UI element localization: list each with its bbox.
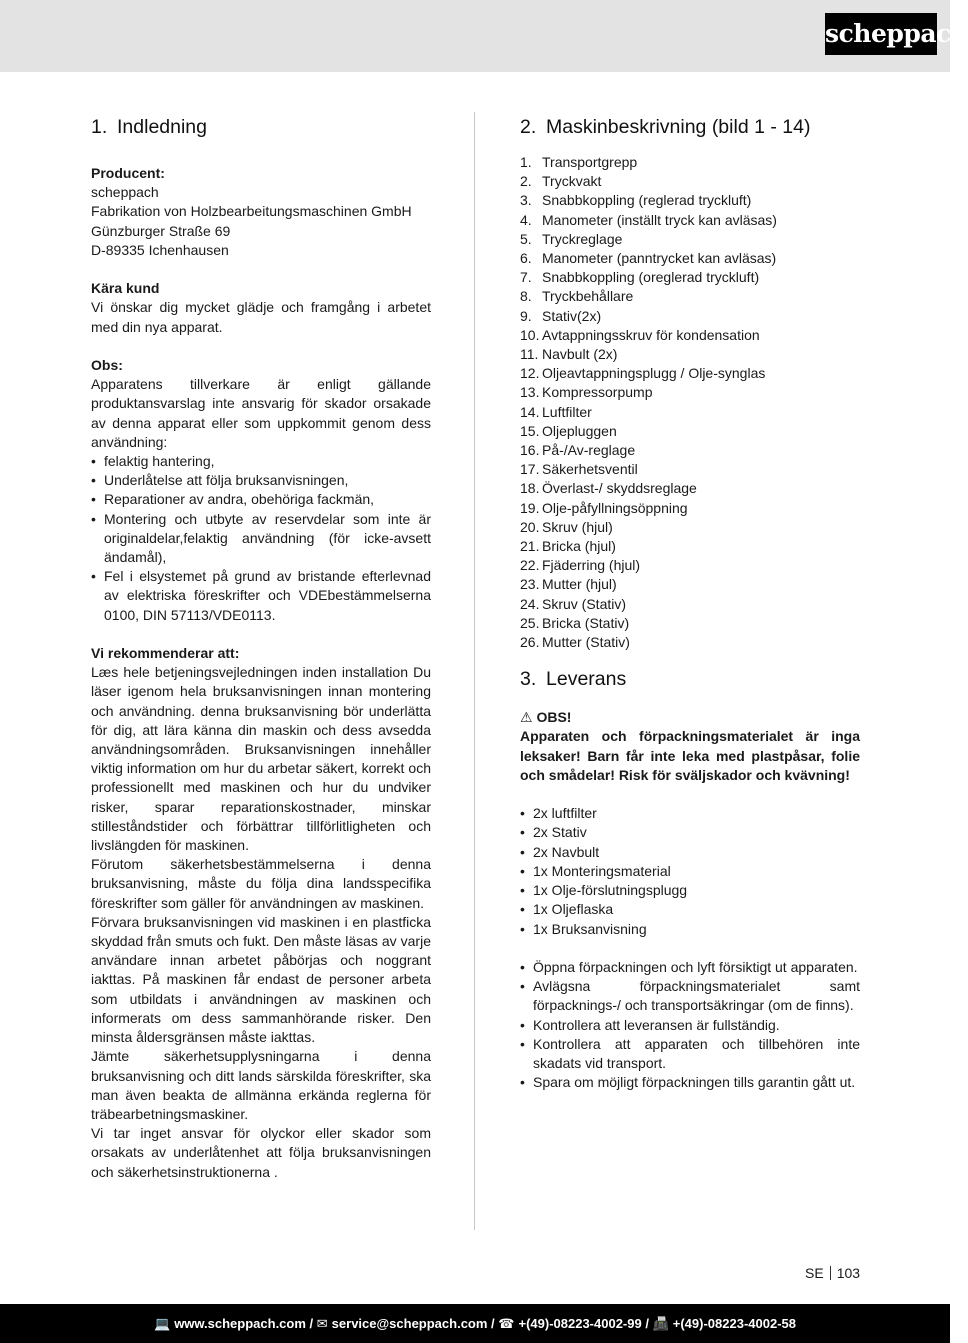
computer-icon: 💻 [154,1316,171,1331]
part-item [520,537,860,556]
warning-title [520,708,860,727]
section-heading-indledning [91,112,431,142]
producent-line: Fabrikation von Holzbearbeitungsmaschinen GmbH [91,203,412,220]
part-number: 16. [520,442,540,459]
rek-paragraph: Förutom säkerhetsbestämmelserna i denna bruksanvisning, måste du följa dina landsspecifika föreskrifter som gäller för användningen av maskinen. [91,856,431,911]
rek-paragraph: Vi tar inget ansvar för olyckor eller skador som orsakats av underlåtenhet att följa bruksanvisningen och säkerhetsinstruktionerna . [91,1125,431,1180]
heading-text: Leverans [546,668,627,691]
part-item [520,345,860,364]
list-item: • 1x Oljeflaska [520,900,860,919]
part-number: 23. [520,576,540,593]
part-number: 15. [520,422,540,439]
right-column [520,112,860,1092]
warning-label: OBS! [536,709,572,726]
footer-separator: / [305,1316,317,1331]
list-item: • 1x Monteringsmaterial [520,862,860,881]
producent-line: Günzburger Straße 69 [91,222,231,239]
part-item [520,499,860,518]
page-number-value: 103 [836,1265,861,1281]
left-column [91,112,431,1182]
part-item [520,326,860,345]
part-item [520,268,860,287]
page-number [805,1264,860,1283]
fax-number: +(49)-08223-4002-58 [672,1316,796,1331]
part-number: 26. [520,634,540,651]
producent-line: D-89335 Ichenhausen [91,241,229,258]
part-item [520,364,860,383]
part-number: 13. [520,384,540,401]
list-item: • 2x luftfilter [520,804,860,823]
part-label: Oljepluggen [542,422,617,439]
part-label: Transportgrepp [542,154,638,170]
steps-list [520,958,860,1092]
rek-paragraph: Förvara bruksanvisningen vid maskinen i en plastficka skyddad från smuts och fukt. Den måste läsas av varje användare innan arbetet påbörjas och noggrant iakttas. På maskinen får endast de personer arbeta som utbildats i användningen av maskinen och informerats om dess sammanhörande risker. Den minsta åldersgränsen måste iakttas. [91,913,431,1046]
heading-text: Maskinbeskrivning (bild 1 - 14) [546,116,811,138]
part-item [520,595,860,614]
part-number: 3. [520,192,532,209]
part-label: Fjäderring (hjul) [542,557,641,574]
part-label: På-/Av-reglage [542,442,636,459]
part-number: 7. [520,269,532,286]
part-number: 2. [520,173,532,190]
heading-number: 3. [520,668,537,691]
scheppach-logo: scheppach [825,13,937,55]
part-label: Bricka (hjul) [542,538,616,555]
part-item [520,153,860,172]
list-item: • 2x Stativ [520,823,860,842]
section-heading-leverans [520,664,860,694]
rek-paragraph: Læs hele betjeningsvejledningen inden installation Du läser igenom hela bruksanvisningen innan montering och användning. denna bruksanvisning bör underlätta för dig, att lära känna din maskin och dess avsedda användningsområden. Bruksanvisningen innehåller viktig information om hur du arbetar säkert, korrekt och professionellt med maskinen och hur du undviker risker, sparar reparationskostnader, minskar stilleståndstider och förbättrar tillförlitligheten och livslängden för maskinen. [91,664,431,854]
part-number: 19. [520,499,540,516]
part-item [520,307,860,326]
list-item: • Fel i elsystemet på grund av bristande efterlevnad av elektriska föreskrifter och VDEbestämmelserna 0100, DIN 57113/VDE0113. [91,567,431,625]
phone-icon: ☎ [498,1316,515,1331]
part-number: 14. [520,403,540,420]
part-item [520,287,860,306]
list-item: • Reparationer av andra, obehöriga fackmän, [91,490,431,509]
part-item [520,460,860,479]
email-link[interactable]: service@scheppach.com [331,1316,488,1331]
list-item: • 1x Olje-förslutningsplugg [520,881,860,900]
part-item [520,191,860,210]
producent-line: scheppach [91,184,159,201]
part-label: Mutter (Stativ) [542,634,630,651]
rek-label: Vi rekommenderar att: [91,645,240,662]
part-label: Olje-påfyllningsöppning [542,499,688,516]
list-item: • Kontrollera att apparaten och tillbehören inte skadats vid transport. [520,1035,860,1073]
warning-icon: ⚠ [520,709,533,726]
part-label: Tryckbehållare [542,288,634,305]
part-number: 8. [520,288,532,305]
mail-icon: ✉ [316,1316,328,1331]
fax-icon: 📠 [652,1316,669,1331]
list-item: • Kontrollera att leveransen är fullständig. [520,1016,860,1035]
delivery-list [520,804,860,938]
part-item [520,575,860,594]
part-label: Skruv (hjul) [542,518,613,535]
part-item [520,422,860,441]
part-item [520,383,860,402]
part-number: 24. [520,595,540,612]
part-item [520,633,860,652]
part-number: 25. [520,614,540,631]
part-number: 17. [520,461,540,478]
part-label: Säkerhetsventil [542,461,638,478]
part-number: 20. [520,518,540,535]
kund-label: Kära kund [91,280,160,297]
part-label: Oljeavtappningsplugg / Olje-synglas [542,365,766,382]
heading-number: 2. [520,116,537,138]
part-item [520,172,860,191]
part-number: 4. [520,211,532,228]
part-item [520,403,860,422]
footer-separator: / [641,1316,653,1331]
kund-text: Vi önskar dig mycket glädje och framgång i arbetet med din nya apparat. [91,299,431,335]
footer-bar [0,1304,950,1343]
website-link[interactable]: www.scheppach.com [174,1316,306,1331]
part-label: Skruv (Stativ) [542,595,627,612]
part-number: 5. [520,230,532,247]
parts-list [520,153,860,652]
header-bar [0,0,968,72]
heading-text: Indledning [117,116,207,138]
part-item [520,249,860,268]
obs-label: Obs: [91,357,123,373]
part-number: 6. [520,250,532,267]
part-item [520,614,860,633]
list-item: • Avlägsna förpackningsmaterialet samt förpacknings-/ och transportsäkringar (om de finns). [520,977,860,1015]
list-item: • Öppna förpackningen och lyft försiktigt ut apparaten. [520,958,860,977]
part-number: 9. [520,307,532,324]
producent-label: Producent: [91,165,165,181]
part-label: Snabbkoppling (reglerad tryckluft) [542,192,752,209]
page-lang: SE [805,1265,824,1281]
part-label: Stativ(2x) [542,307,602,324]
section-heading-maskinbeskrivning [520,112,860,142]
part-item [520,518,860,537]
obs-list [91,452,431,625]
footer-separator: / [487,1316,499,1331]
part-item [520,556,860,575]
part-label: Navbult (2x) [542,346,618,363]
phone-number: +(49)-08223-4002-99 [518,1316,642,1331]
column-divider [474,112,475,1230]
list-item: • 2x Navbult [520,843,860,862]
part-item [520,479,860,498]
rek-paragraph: Jämte säkerhetsupplysningarna i denna bruksanvisning och ditt lands särskilda föreskrifter, ska man även beakta de allmänna erkända reglerna för träbearbetningsmaskiner. [91,1048,431,1122]
part-number: 12. [520,365,540,382]
list-item: • felaktig hantering, [91,452,431,471]
part-label: Luftfilter [542,403,592,420]
part-label: Kompressorpump [542,384,653,401]
heading-number: 1. [91,116,108,138]
part-label: Snabbkoppling (oreglerad tryckluft) [542,269,760,286]
list-item: • 1x Bruksanvisning [520,920,860,939]
obs-text: Apparatens tillverkare är enligt gällande produktansvarslag inte ansvarig för skador orsakade av denna apparat eller som uppkommit genom dess användning: [91,376,431,450]
part-label: Överlast-/ skyddsreglage [542,480,697,497]
part-item [520,441,860,460]
part-label: Bricka (Stativ) [542,614,630,631]
list-item: • Underlåtelse att följa bruksanvisningen, [91,471,431,490]
part-number: 22. [520,557,540,574]
part-item [520,211,860,230]
part-label: Tryckreglage [542,230,623,247]
part-label: Mutter (hjul) [542,576,617,593]
warning-text: Apparaten och förpackningsmaterialet är inga leksaker! Barn får inte leka med plastpåsar, folie och smådelar! Risk för sväljskador och kvävning! [520,728,860,783]
part-number: 18. [520,480,540,497]
list-item: • Montering och utbyte av reservdelar som inte är originaldelar,felaktig användning (för icke-avsett ändamål), [91,510,431,568]
part-label: Manometer (panntrycket kan avläsas) [542,250,777,267]
part-label: Avtappningsskruv för kondensation [542,326,760,343]
part-number: 21. [520,538,540,555]
part-number: 1. [520,154,532,170]
list-item: • Spara om möjligt förpackningen tills garantin gått ut. [520,1073,860,1092]
part-number: 11. [520,346,539,363]
part-label: Manometer (inställt tryck kan avläsas) [542,211,777,228]
part-item [520,230,860,249]
part-label: Tryckvakt [542,173,602,190]
part-number: 10. [520,326,540,343]
